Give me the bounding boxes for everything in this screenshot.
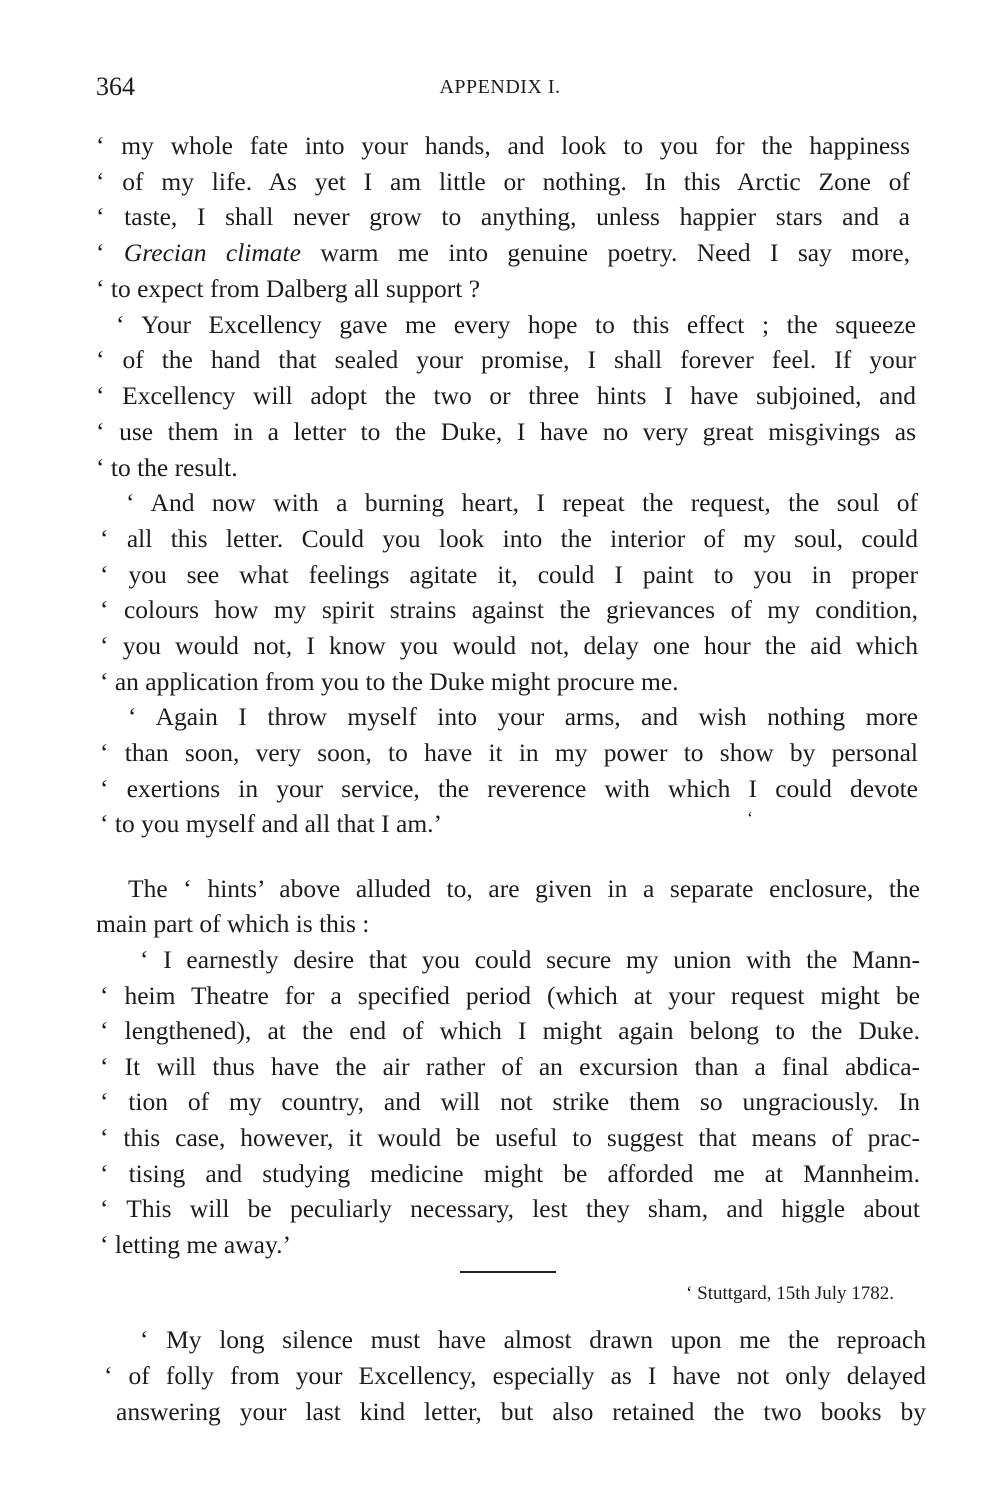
page-number: 364 xyxy=(96,72,135,101)
text-line: ‘ this case, however, it would be useful to suggest that means of prac- xyxy=(100,1123,920,1152)
text-line: ‘ all this letter. Could you look into the interior of my soul, could xyxy=(100,524,918,553)
text-line: ‘ of folly from your Excellency, especially as I have not only delayed xyxy=(104,1361,926,1390)
page-header xyxy=(0,0,1000,110)
text-line: ‘ you would not, I know you would not, delay one hour the aid which xyxy=(100,631,918,660)
text-line: ‘ my whole fate into your hands, and look to you for the happiness xyxy=(96,131,910,160)
text-fragment: warm me into genuine poetry. xyxy=(320,238,678,267)
text-line: ‘ to expect from Dalberg all support ? xyxy=(96,274,481,303)
text-fragment: Need I say more, xyxy=(696,238,910,267)
text-line: ‘ taste, I shall never grow to anything, unless happier stars and a xyxy=(96,202,910,231)
stray-mark: ‘ xyxy=(747,808,753,828)
running-head: APPENDIX I. xyxy=(439,76,561,98)
text-line: ‘ exertions in your service, the reverence with which I could devote xyxy=(100,774,918,803)
text-line: ‘ Again I throw myself into your arms, and wish nothing more xyxy=(128,702,918,731)
text-line: ‘ Your Excellency gave me every hope to this effect ; the squeeze xyxy=(116,310,916,339)
text-line: ‘ you see what feelings agitate it, could I paint to you in proper xyxy=(100,560,918,589)
text-line: ‘ I earnestly desire that you could secure my union with the Mann- xyxy=(140,945,920,974)
text-line: ‘ to the result. xyxy=(96,453,238,482)
text-line: The ‘ hints’ above alluded to, are given in a separate enclosure, the xyxy=(128,874,920,903)
text-line: ‘ use them in a letter to the Duke, I have no very great misgivings as xyxy=(96,417,916,446)
text-line: ‘ colours how my spirit strains against the grievances of my condition, xyxy=(100,595,918,624)
text-line: ‘ heim Theatre for a specified period (which at your request might be xyxy=(100,981,920,1010)
text-line: answering your last kind letter, but also retained the two books by xyxy=(116,1397,926,1426)
text-line: ‘ Excellency will adopt the two or three hints I have subjoined, and xyxy=(96,381,916,410)
text-line: ‘ lengthened), at the end of which I might again belong to the Duke. xyxy=(100,1016,920,1045)
section-rule xyxy=(460,1271,556,1273)
dateline: ‘ Stuttgard, 15th July 1782. xyxy=(686,1283,894,1304)
text-line-with-italic xyxy=(96,235,910,271)
text-line: ‘ It will thus have the air rather of an excursion than a final abdica- xyxy=(100,1052,920,1081)
text-line: ‘ tising and studying medicine might be afforded me at Mannheim. xyxy=(100,1159,920,1188)
opening-quote: ‘ xyxy=(96,238,105,267)
text-line: ‘ My long silence must have almost drawn upon me the reproach xyxy=(140,1325,926,1354)
text-line: ‘ This will be peculiarly necessary, lest they sham, and higgle about xyxy=(100,1194,920,1223)
text-line: ‘ an application from you to the Duke might procure me. xyxy=(100,667,679,696)
text-line: ‘ And now with a burning heart, I repeat the request, the soul of xyxy=(126,488,918,517)
italic-phrase: Grecian climate xyxy=(123,238,301,267)
text-line: ‘ of my life. As yet I am little or nothing. In this Arctic Zone of xyxy=(96,167,910,196)
text-line: main part of which is this : xyxy=(96,909,370,938)
text-line: ‘ to you myself and all that I am.’ xyxy=(100,809,443,838)
text-line: ‘ letting me away.’ xyxy=(100,1230,291,1259)
text-line: ‘ tion of my country, and will not strike them so ungraciously. In xyxy=(100,1087,920,1116)
text-line: ‘ of the hand that sealed your promise, I shall forever feel. If your xyxy=(96,345,916,374)
text-line: ‘ than soon, very soon, to have it in my power to show by personal xyxy=(100,738,918,767)
